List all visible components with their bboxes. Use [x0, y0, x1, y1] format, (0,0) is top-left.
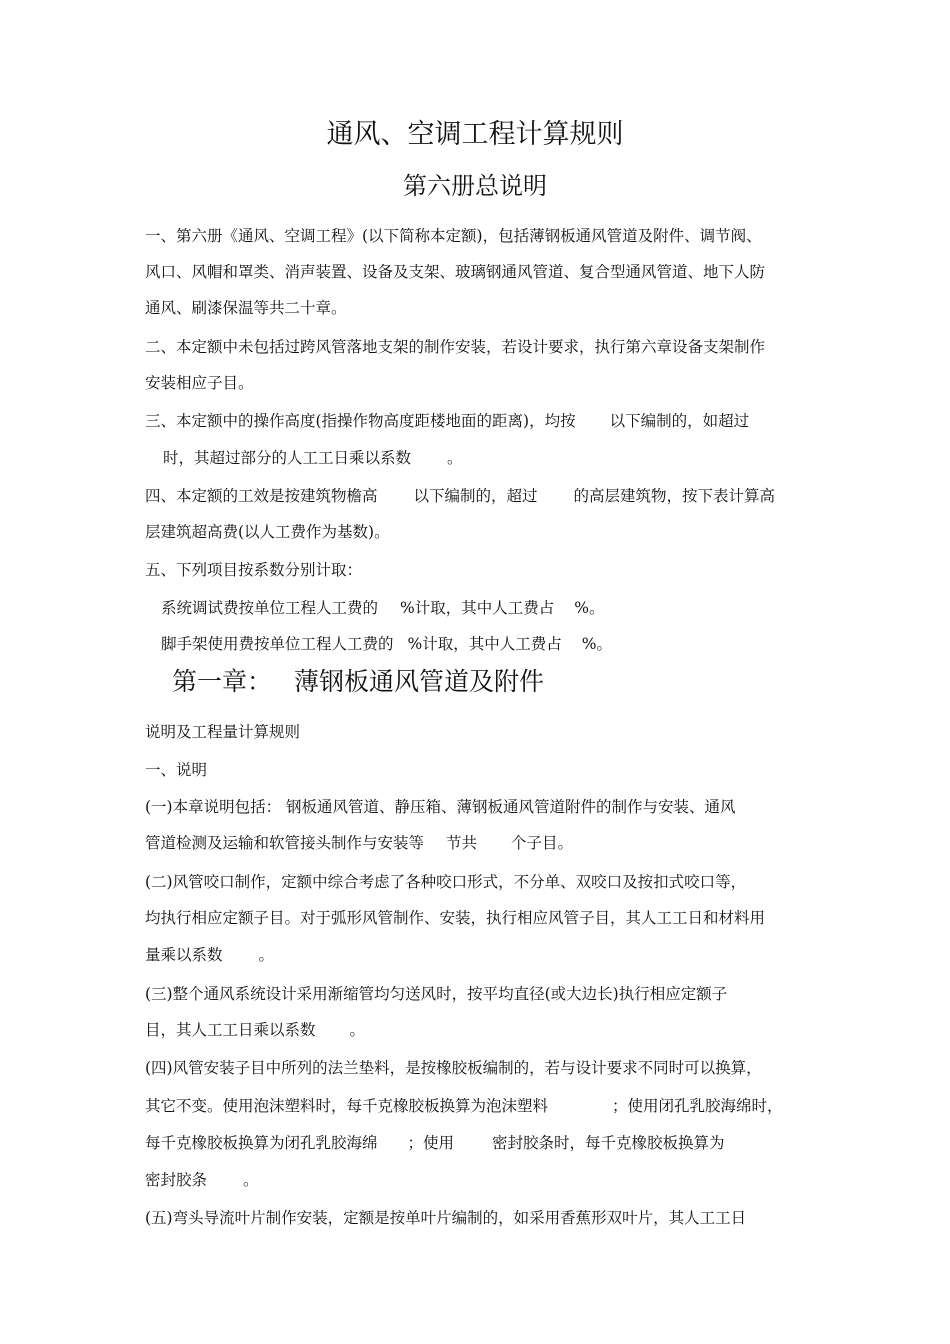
general-p5-item2-a: 脚手架使用费按单位工程人工费的	[161, 635, 394, 653]
item4-line1: (四)风管安装子目中所列的法兰垫料，是按橡胶板编制的，若与设计要求不同时可以换算，	[145, 1059, 762, 1077]
item4-text-b: 其它不变。使用泡沫塑料时，每千克橡胶板换算为泡沫塑料	[145, 1097, 549, 1115]
item4-text-h: 。	[243, 1171, 259, 1189]
document-title: 通风、空调工程计算规则	[326, 119, 624, 150]
item4-line2	[145, 1096, 783, 1116]
general-p3-text-c: 时，其超过部分的人工工日乘以系数	[163, 449, 412, 467]
chapter-sub-heading: 一、说明	[145, 761, 208, 779]
item2-line1: (二)风管咬口制作，定额中综合考虑了各种咬口形式，不分单、双咬口及按扣式咬口等，	[145, 873, 747, 891]
chapter-title: 薄钢板通风管道及附件	[294, 667, 545, 696]
general-p4-line1	[145, 486, 775, 506]
item2-text-d: 。	[258, 946, 275, 964]
general-p4-text-a: 四、本定额的工效是按建筑物檐高	[145, 487, 378, 505]
item3-text-c: 。	[349, 1021, 366, 1039]
general-p2-line1: 二、本定额中未包括过跨风管落地支架的制作安装，若设计要求，执行第六章设备支架制作	[145, 338, 766, 356]
item4-text-g: 密封胶条	[145, 1171, 208, 1189]
general-p5-item2-b: %计取，其中人工费占	[407, 635, 562, 653]
item4-line3	[145, 1133, 725, 1153]
general-p2-line2: 安装相应子目。	[145, 374, 254, 392]
general-p3-text-b: 以下编制的，如超过	[609, 412, 750, 430]
general-p3-text-a: 三、本定额中的操作高度(指操作物高度距楼地面的距离)，均按	[145, 412, 576, 430]
item3-line1: (三)整个通风系统设计采用渐缩管均匀送风时，按平均直径(或大边长)执行相应定额子	[145, 985, 728, 1003]
item1-text-b: 管道检测及运输和软管接头制作与安装等	[145, 834, 425, 852]
item1-line2	[145, 833, 573, 853]
general-p4-text-c: 的高层建筑物，按下表计算高	[573, 487, 776, 505]
item4-text-e: ；使用	[407, 1134, 455, 1152]
item1-text-c: 节共	[446, 834, 478, 852]
general-p5-item1	[161, 598, 604, 618]
item4-text-d: 每千克橡胶板换算为闭孔乳胶海绵	[145, 1134, 378, 1152]
general-p3-line2	[163, 448, 463, 468]
item3-text-b: 目，其人工工日乘以系数	[145, 1021, 316, 1039]
general-p4-text-b: 以下编制的，超过	[413, 487, 538, 505]
item5-line1: (五)弯头导流叶片制作安装，定额是按单叶片编制的，如采用香蕉形双叶片，其人工工日	[145, 1209, 747, 1227]
general-p5-item2	[161, 634, 612, 654]
chapter-section-title: 说明及工程量计算规则	[145, 723, 301, 741]
item4-text-c: ；使用闭孔乳胶海绵时，	[612, 1097, 783, 1115]
general-p5: 五、下列项目按系数分别计取：	[145, 561, 363, 579]
general-p1-line2: 风口、风帽和罩类、消声装置、设备及支架、玻璃钢通风管道、复合型通风管道、地下人防	[145, 263, 766, 281]
general-p1-line3: 通风、刷漆保温等共二十章。	[145, 299, 347, 317]
item4-text-f: 密封胶条时，每千克橡胶板换算为	[492, 1134, 725, 1152]
general-p5-item1-a: 系统调试费按单位工程人工费的	[161, 599, 379, 617]
item4-line4	[145, 1170, 259, 1190]
chapter-number: 第一章：	[172, 667, 273, 696]
general-p5-item1-b: %计取，其中人工费占	[400, 599, 555, 617]
item2-text-c: 量乘以系数	[145, 946, 223, 964]
general-p5-item1-c: %。	[574, 599, 605, 617]
item3-line2	[145, 1020, 365, 1040]
item1-text-d: 个子目。	[511, 834, 574, 852]
document-subtitle: 第六册总说明	[403, 172, 547, 200]
general-p4-line2: 层建筑超高费(以人工费作为基数)。	[145, 523, 390, 541]
chapter-heading	[172, 662, 544, 698]
item2-line3	[145, 945, 274, 965]
general-p5-item2-c: %。	[581, 635, 612, 653]
item1-line1: (一)本章说明包括： 钢板通风管道、静压箱、薄钢板通风管道附件的制作与安装、通风	[145, 798, 736, 816]
item2-line2: 均执行相应定额子目。对于弧形风管制作、安装，执行相应风管子目，其人工工日和材料用	[145, 909, 766, 927]
general-p1-line1: 一、第六册《通风、空调工程》(以下简称本定额)，包括薄钢板通风管道及附件、调节阀、	[145, 227, 762, 245]
general-p3-text-d: 。	[447, 449, 463, 467]
general-p3-line1	[145, 411, 749, 431]
